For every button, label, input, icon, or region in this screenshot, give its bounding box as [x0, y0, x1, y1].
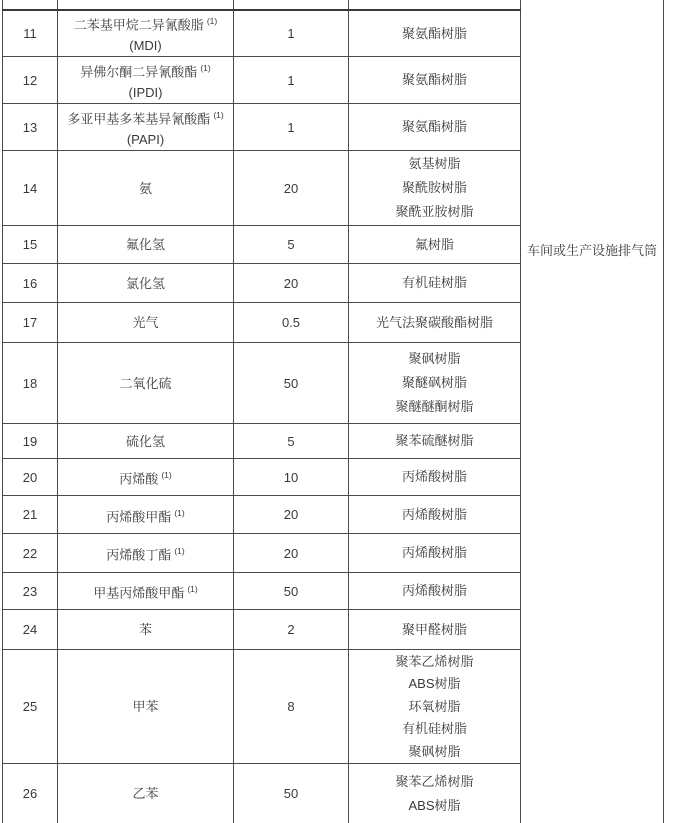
resin-item: 氨基树脂 [408, 156, 461, 172]
footnote-marker: (1) [174, 546, 185, 557]
limit-value: 20 [234, 264, 349, 303]
pollutant-name: 乙苯 [132, 786, 159, 802]
limit-value: 1 [234, 10, 349, 57]
resin-item: 丙烯酸树脂 [401, 506, 467, 522]
pollutant-name-cell [58, 496, 234, 534]
row-number: 19 [3, 424, 58, 459]
pollutant-name: 氯化氢 [125, 275, 165, 291]
pollutant-name-cell [58, 534, 234, 573]
limit-value: 0.5 [234, 303, 349, 343]
pollutant-name-cell [58, 343, 234, 424]
resin-item: 聚醚醚酮树脂 [395, 399, 474, 415]
resin-item: ABS树脂 [408, 797, 461, 813]
resin-item: 光气法聚碳酸酯树脂 [375, 314, 493, 330]
pollutant-name-cell [58, 104, 234, 151]
footnote-marker: (1) [174, 507, 185, 518]
pollutant-name: 丙烯酸丁酯 [106, 547, 172, 563]
resin-cell [349, 343, 521, 424]
resin-item: 氟树脂 [414, 236, 454, 252]
resin-cell [349, 104, 521, 151]
row-number: 23 [3, 573, 58, 610]
limit-value: 20 [234, 534, 349, 573]
row-number: 20 [3, 459, 58, 496]
resin-item: 丙烯酸树脂 [401, 545, 467, 561]
resin-item: 聚苯乙烯树脂 [395, 773, 474, 789]
resin-cell [349, 573, 521, 610]
pollutant-name-cell [58, 151, 234, 226]
resin-item: 聚甲醛树脂 [401, 621, 467, 637]
pollutant-name: 二苯基甲烷二异氰酸脂 [73, 17, 204, 33]
resin-item: 环氧树脂 [408, 698, 461, 714]
resin-item: 聚苯硫醚树脂 [395, 433, 474, 449]
resin-cell [349, 610, 521, 650]
exhaust-stack-label: 车间或生产设施排气筒 [526, 243, 657, 258]
footnote-marker: (1) [187, 584, 198, 595]
pollutant-name: 氨 [138, 180, 152, 196]
resin-cell [349, 764, 521, 823]
row-number: 22 [3, 534, 58, 573]
limit-value: 20 [234, 496, 349, 534]
footnote-marker: (1) [161, 470, 172, 481]
resin-item: 聚氨酯树脂 [401, 119, 467, 135]
resin-item: 聚酰亚胺树脂 [395, 204, 474, 220]
pollutant-name-cell [58, 57, 234, 104]
pollutant-name-cell [58, 610, 234, 650]
pollutant-name: 丙烯酸甲酯 [106, 508, 172, 524]
row-number: 16 [3, 264, 58, 303]
resin-cell [349, 424, 521, 459]
resin-item: 聚砜树脂 [408, 351, 461, 367]
resin-item: 聚氨酯树脂 [401, 72, 467, 88]
limit-value: 2 [234, 610, 349, 650]
exhaust-stack-cell [521, 0, 664, 823]
pollutant-name-cell [58, 264, 234, 303]
limit-value: 5 [234, 424, 349, 459]
resin-cell [349, 151, 521, 226]
resin-cell [349, 650, 521, 764]
pollutant-name-cell [58, 10, 234, 57]
limit-value: 50 [234, 573, 349, 610]
row-number: 21 [3, 496, 58, 534]
row-number: 17 [3, 303, 58, 343]
pollutant-name-cell [58, 764, 234, 823]
limit-value: 50 [234, 764, 349, 823]
limit-value: 50 [234, 343, 349, 424]
row-number: 14 [3, 151, 58, 226]
resin-cell [349, 534, 521, 573]
resin-cell [349, 226, 521, 264]
row-number: 24 [3, 610, 58, 650]
limit-value: 10 [234, 459, 349, 496]
limit-cell [234, 0, 349, 10]
row-number-cell [3, 0, 58, 10]
pollutant-alias: (PAPI) [126, 131, 165, 147]
resin-cell [349, 10, 521, 57]
limit-value: 1 [234, 57, 349, 104]
pollutant-alias: (MDI) [129, 38, 162, 54]
pollutant-name-cell [58, 573, 234, 610]
pollutant-name: 异佛尔酮二异氰酸酯 [80, 63, 198, 79]
row-number: 18 [3, 343, 58, 424]
resin-cell [349, 57, 521, 104]
footnote-marker: (1) [213, 109, 224, 120]
resin-cell [349, 0, 521, 10]
limit-value: 1 [234, 104, 349, 151]
pollutant-name: 苯 [138, 622, 152, 638]
resin-cell [349, 264, 521, 303]
row-number: 13 [3, 104, 58, 151]
footnote-marker: (1) [200, 62, 211, 73]
resin-item: 有机硅树脂 [401, 721, 467, 737]
resin-item: 有机硅树脂 [401, 275, 467, 291]
pollutant-name-cell [58, 424, 234, 459]
limit-value: 5 [234, 226, 349, 264]
limit-value: 8 [234, 650, 349, 764]
resin-cell [349, 496, 521, 534]
pollutant-name: 氟化氢 [125, 237, 165, 253]
pollutant-name: 二氧化硫 [119, 375, 172, 391]
pollutant-name: 甲苯 [132, 699, 159, 715]
pollutant-name-cell [58, 650, 234, 764]
resin-item: ABS树脂 [408, 676, 461, 692]
resin-item: 聚砜树脂 [408, 743, 461, 759]
resin-item: 聚醚砜树脂 [401, 375, 467, 391]
row-number: 11 [3, 10, 58, 57]
pollutant-name: 甲基丙烯酸甲酯 [93, 585, 185, 601]
pollutant-name: 多亚甲基多苯基异氰酸酯 [67, 110, 211, 126]
pollutant-name: 光气 [132, 315, 159, 331]
pollutant-name-cell [58, 459, 234, 496]
pollutant-name: 丙烯酸 [119, 471, 159, 487]
pollutant-name-cell [58, 226, 234, 264]
pollutant-name-cell [58, 303, 234, 343]
limit-value: 20 [234, 151, 349, 226]
resin-cell [349, 459, 521, 496]
row-number: 15 [3, 226, 58, 264]
resin-cell [349, 303, 521, 343]
pollutant-name-cell [58, 0, 234, 10]
emission-limits-table [2, 0, 664, 823]
row-number: 26 [3, 764, 58, 823]
resin-item: 聚氨酯树脂 [401, 25, 467, 41]
pollutant-name: 硫化氢 [125, 433, 165, 449]
resin-item: 聚酰胺树脂 [401, 180, 467, 196]
pollutant-alias: (IPDI) [128, 84, 163, 100]
resin-item: 聚苯乙烯树脂 [395, 653, 474, 669]
row-number: 25 [3, 650, 58, 764]
table-row-partial [3, 0, 664, 10]
footnote-marker: (1) [206, 16, 218, 26]
resin-item: 丙烯酸树脂 [401, 583, 467, 599]
row-number: 12 [3, 57, 58, 104]
resin-item: 丙烯酸树脂 [401, 469, 467, 485]
